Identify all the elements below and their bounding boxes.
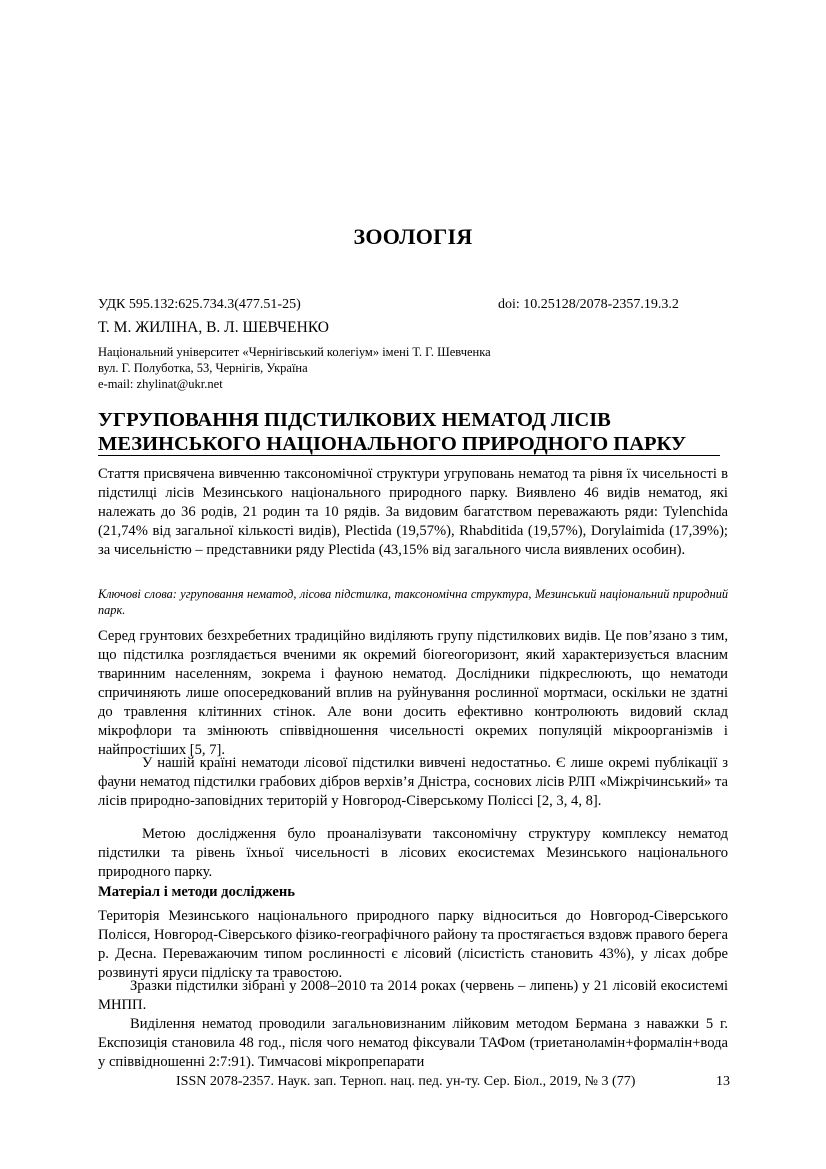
affiliation-email: e-mail: zhylinat@ukr.net [98, 377, 223, 391]
abstract: Стаття присвячена вивченню таксономічної структури угруповань нематод та рівня їх чисельності в підстилці лісів Мезинського національного природного парку. Виявлено 46 видів нематод, які належать до 36 родів, 21 родин та 10 рядів. За видовим багатством переважають ряди: Tylenchida (21,74% від загальної кількості видів), Plectida (19,57%), Rhabditida (19,57%), Dorylaimida (17,39%); за чисельністю – представники ряду Plectida (43,15% від загального числа виявлених особин). [98, 466, 728, 558]
article-title-line-2: МЕЗИНСЬКОГО НАЦІОНАЛЬНОГО ПРИРОДНОГО ПАРКУ [98, 433, 720, 456]
journal-footer: ISSN 2078-2357. Наук. зап. Терноп. нац. пед. ун-ту. Сер. Біол., 2019, № 3 (77) [176, 1074, 636, 1089]
body-paragraph-6: Виділення нематод проводили загальновизнаним лійковим методом Бермана з наважки 5 г. Експозиція становила 48 год., після чого нематод фіксували ТАФом (триетаноламін+формалін+вода у співвідношенні 2:7:91). Тимчасові мікропрепарати [98, 1016, 728, 1070]
body-paragraph-3: Метою дослідження було проаналізувати таксономічну структуру комплексу нематод підстилки та рівень їхньої чисельності в лісових екосистемах Мезинського національного природного парку. [98, 826, 728, 880]
article-title-line-1: УГРУПОВАННЯ ПІДСТИЛКОВИХ НЕМАТОД ЛІСІВ [98, 409, 611, 431]
doi: doi: 10.25128/2078-2357.19.3.2 [498, 297, 679, 312]
affiliation-university: Національний університет «Чернігівський колегіум» імені Т. Г. Шевченка [98, 345, 491, 359]
affiliation-address: вул. Г. Полуботка, 53, Чернігів, Україна [98, 361, 308, 375]
authors: Т. М. ЖИЛІНА, В. Л. ШЕВЧЕНКО [98, 319, 329, 336]
page-number: 13 [716, 1074, 730, 1089]
body-paragraph-2: У нашій країні нематоди лісової підстилки вивчені недостатньо. Є лише окремі публікації з фауни нематод підстилки грабових дібров верхів’я Дністра, соснових лісів РЛП «Міжрічинський» та лісів природно-заповідних територій у Новгород-Сіверському Поліссі [2, 3, 4, 8]. [98, 755, 728, 809]
body-paragraph-5: Зразки підстилки зібрані у 2008–2010 та 2014 роках (червень – липень) у 21 лісовій екосистемі МНПП. [98, 978, 728, 1013]
keywords: Ключові слова: угруповання нематод, лісова підстилка, таксономічна структура, Мезинський національний природний парк. [98, 587, 728, 617]
udc-code: УДК 595.132:625.734.3(477.51-25) [98, 297, 301, 312]
body-paragraph-4: Територія Мезинського національного природного парку відноситься до Новгород-Сіверського Полісся, Новгород-Сіверського фізико-географічного району та простягається вздовж правого берега р. Десна. Переважаючим типом рослинності є лісовий (лісистість становить 43%), у лісах добре розвинуті яруси підліску та травостою. [98, 908, 728, 981]
article-title [98, 408, 738, 456]
body-paragraph-1: Серед грунтових безхребетних традиційно виділяють групу підстилкових видів. Це пов’язано з тим, що підстилка розглядається вченими як окремий біогеогоризонт, який характеризується власним тваринним населенням, зокрема і фауною нематод. Дослідники підкреслюють, що нематоди спричиняють лише опосередкований вплив на руйнування рослинної мортмаси, оскільки не здатні до травлення клітинних стінок. Але вони досить ефективно контролюють видовий склад мікрофлори та змінюють співвідношення чисельності окремих популяцій мікроорганізмів і найпростіших [5, 7]. [98, 628, 728, 758]
section-title: ЗООЛОГІЯ [353, 224, 473, 249]
methods-heading: Матеріал і методи досліджень [98, 884, 295, 900]
